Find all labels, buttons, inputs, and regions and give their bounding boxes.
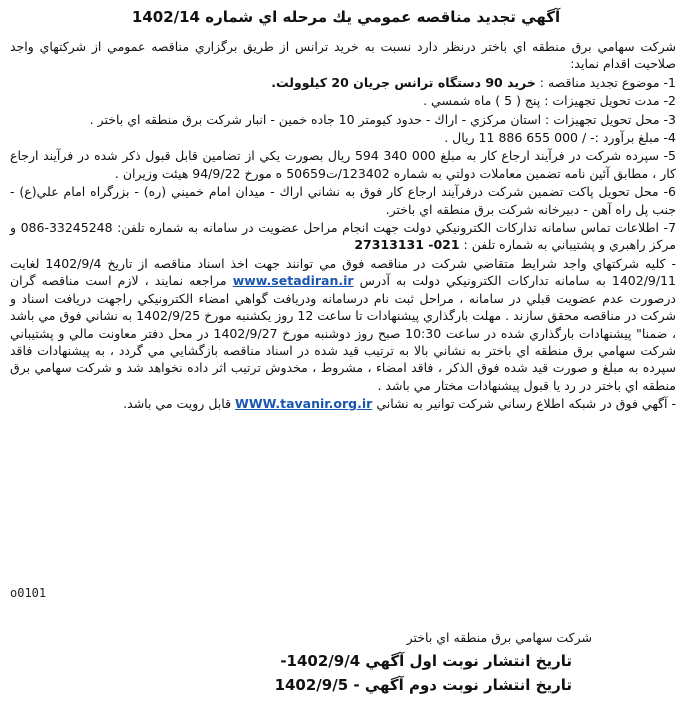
tender-notice-body [10,38,676,414]
item-delivery-place: 3- محل تحويل تجهيزات : استان مركزي - اراك - حدود كيومتر 10 جاده خمين - انبار شركت برق منطقه اي باختر . [89,111,676,127]
item-delivery-time: 2- مدت تحويل تجهيزات : پنج ( 5 ) ماه شمسي . [423,93,676,109]
code-watermark: o0101 [10,586,47,600]
body-instructions-text: - كليه شركتهاي واجد شرايط متقاضي شركت در مناقصه فوق مي توانند جهت اخذ اسناد مناقصه از تاريخ 1402/9/4 لغايت 1402/9/11 به سامانه تداركات الكترونيكي دولت به آدرس [10,255,676,289]
item-deposit: 5- سپرده شركت در فرآيند ارجاع كار به مبلغ 000 340 594 ريال بصورت يكي از تضامين قابل قبول ذكر شده در فرآيند ارجاع كار ، مطابق آئين نامه تضمين معاملات دولتي به شماره 123402/ت50659 ه مورخ 94/9/22 هيئت وزيران . [10,148,676,181]
item-subject-value: خريد 90 دستگاه ترانس جريان 20 كيلوولت. [271,74,536,90]
tavanir-link[interactable]: WWW.tavanir.org.ir [235,396,373,412]
item-envelope-address: 6- محل تحويل پاكت تضمين شركت درفرآيند ارجاع كار فوق به نشاني اراك - ميدان امام خميني (ره) - بزرگراه امام علي(ع) - جنب پل راه آهن - دبيرخانه شركت برق منطقه اي باختر. [10,184,676,217]
body-instructions-continued: مراجعه نمايند ، لازم است مناقصه گران درصورت عدم عضويت قبلي در سامانه ، مراحل ثبت نام درسامانه ودريافت گواهي امضاء الكترونيكي راجهت دريافت اسناد و شركت در مناقصه محقق سازند . مهلت بارگذاري پيشنهادات تا ساعت 12 روز يكشنبه مورخ 1402/9/25 به نشاني فوق مي باشد ، ضمنا" پيشنهادات بارگذاري شده در ساعت 10:30 صبح روز دوشنبه مورخ 1402/9/27 در محل دفتر معاونت مالي و پشتيباني شركت سهامي برق منطقه اي باختر به نشاني بالا به ترتيب قيد شده در اسناد مناقصه بازگشايي مي گردد ، به پيشنهادات فاقد سپرده به مبلغ و صورت قيد شده فوق الذكر ، فاقد امضاء ، مشروط ، مخدوش ترتيب اثر داده نخواهد شد و شركت سهامي برق منطقه اي باختر در رد يا قبول پيشنهادات مختار مي باشد . [10,273,677,393]
item-subject-label: 1- موضوع تجديد مناقصه : [539,74,676,90]
tavanir-notice-text: - آگهي فوق در شبكه اطلاع رساني شركت توانير به نشاني [376,396,676,412]
publication-first: تاريخ انتشار نوبت اول آگهي 1402/9/4- [280,652,572,670]
publication-second: تاريخ انتشار نوبت دوم آگهي - 1402/9/5 [274,676,572,694]
signature: شركت سهامي برق منطقه اي باختر [406,630,592,645]
item-contact [10,219,676,254]
setad-link[interactable]: www.setadiran.ir [232,273,354,289]
page-title: آگهي تجديد مناقصه عمومي يك مرحله اي شماره 1402/14 [131,8,561,26]
support-phone: 021- 27313131 [354,237,460,253]
tavanir-notice-suffix: قابل رويت مي باشد. [123,396,232,412]
item-contact-text: 7- اطلاعات تماس سامانه تداركات الكترونيكي دولت جهت انجام مراحل عضويت در سامانه به شماره تلفن: 33245248-086 و مركز راهبري و پشتيباني به شماره تلفن : [10,220,677,253]
body-instructions [10,255,676,394]
intro-paragraph: شركت سهامي برق منطقه اي باختر درنظر دارد نسبت به خريد ترانس از طريق برگزاري مناقصه عمومي از شركتهاي واجد صلاحيت اقدام نمايد: [10,39,676,72]
item-estimate: 4- مبلغ برآورد :- / 000 655 886 11 ريال . [444,130,676,146]
item-subject [10,74,676,91]
tavanir-notice [10,395,676,412]
